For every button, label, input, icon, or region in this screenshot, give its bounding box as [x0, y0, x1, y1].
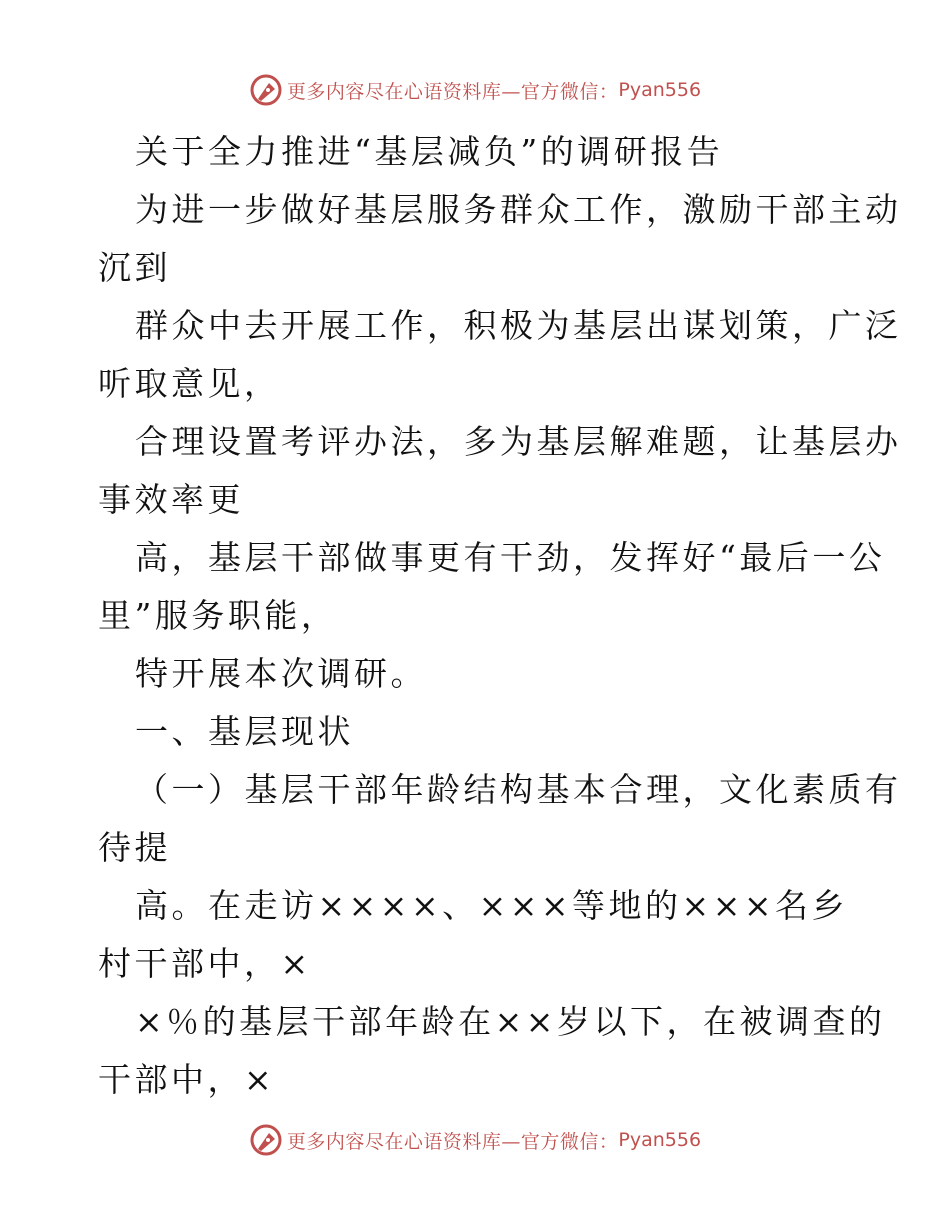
paragraph-line: 村干部中，×	[98, 944, 312, 983]
watermark-text: 更多内容尽在心语资料库—官方微信：	[286, 1130, 619, 1153]
paragraph-line: 特开展本次调研。	[135, 654, 427, 693]
paragraph-line: 高。在走访××××、×××等地的×××名乡	[135, 886, 849, 925]
watermark-footer	[0, 1120, 950, 1160]
watermark-text: 更多内容尽在心语资料库—官方微信：	[286, 80, 619, 103]
paragraph-line: 听取意见，	[98, 364, 281, 403]
paragraph-line: 高，基层干部做事更有干劲，发挥好“最后一公	[135, 538, 886, 577]
watermark-handle: Pyan556	[618, 1129, 702, 1151]
paragraph-line: ×％的基层干部年龄在××岁以下，在被调查的	[135, 1002, 886, 1041]
paragraph-line: 待提	[98, 828, 171, 867]
subsection-heading: （一）基层干部年龄结构基本合理，文化素质有	[135, 770, 902, 809]
paragraph-line: 为进一步做好基层服务群众工作，激励干部主动	[135, 190, 902, 229]
document-body	[98, 123, 902, 1109]
section-heading: 一、基层现状	[135, 712, 354, 751]
paragraph-line: 沉到	[98, 248, 171, 287]
pen-nib-logo-icon	[249, 73, 283, 107]
paragraph-line: 里”服务职能，	[98, 596, 338, 635]
paragraph-line: 群众中去开展工作，积极为基层出谋划策，广泛	[135, 306, 902, 345]
watermark-header	[0, 70, 950, 110]
report-title: 关于全力推进“基层减负”的调研报告	[135, 132, 724, 171]
paragraph-line: 合理设置考评办法，多为基层解难题，让基层办	[135, 422, 902, 461]
pen-nib-logo-icon	[249, 1123, 283, 1157]
paragraph-line: 干部中，×	[98, 1060, 276, 1099]
paragraph-line: 事效率更	[98, 480, 244, 519]
watermark-handle: Pyan556	[618, 79, 702, 101]
